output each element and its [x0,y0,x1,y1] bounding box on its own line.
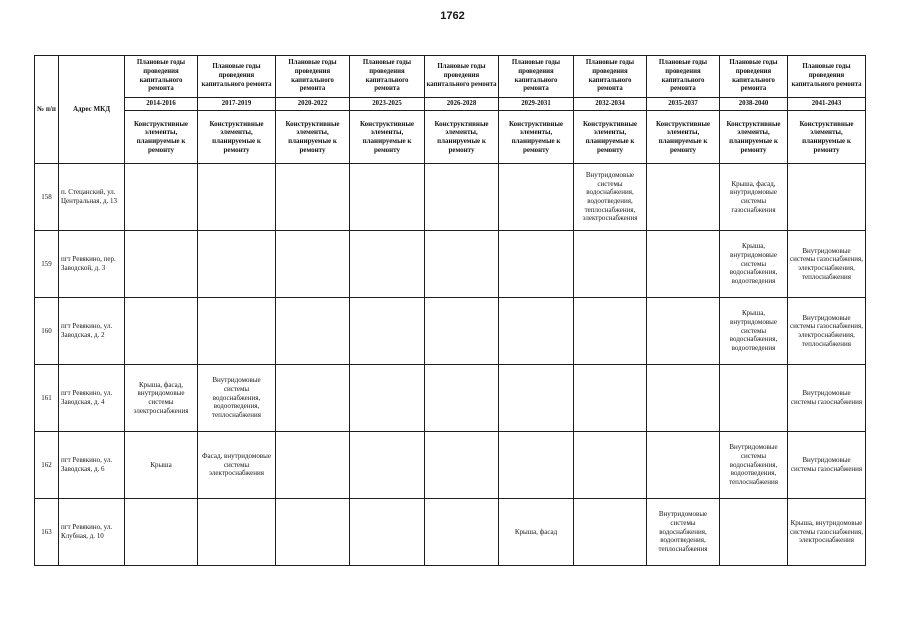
works-2023-2025 [350,231,425,298]
works-2023-2025 [350,298,425,365]
works-2020-2022 [276,499,350,566]
table-row [35,432,866,499]
row-number: 159 [35,231,59,298]
works-2026-2028 [425,432,499,499]
number-column-header: № п/п [35,56,59,164]
row-number: 161 [35,365,59,432]
works-2026-2028 [425,164,499,231]
address-column-header: Адрес МКД [59,56,125,164]
works-2014-2016: Крыша [125,432,198,499]
works-2026-2028 [425,298,499,365]
works-2026-2028 [425,365,499,432]
works-2014-2016 [125,499,198,566]
works-2014-2016 [125,231,198,298]
plan-header-2038-2040: Плановые годы проведения капитального ремонта [720,56,788,98]
works-2023-2025 [350,432,425,499]
works-2041-2043: Внутридомовые системы газоснабжения, электроснабжения, теплоснабжения [788,231,866,298]
header-row-elements [35,111,866,164]
period-2017-2019: 2017-2019 [198,98,276,111]
table-row [35,231,866,298]
period-2032-2034: 2032-2034 [574,98,647,111]
works-2038-2040: Внутридомовые системы водоснабжения, водоотведения, теплоснабжения [720,432,788,499]
address-cell: пгт Ревякино, ул. Заводская, д. 4 [59,365,125,432]
works-2032-2034 [574,365,647,432]
period-2041-2043: 2041-2043 [788,98,866,111]
period-2023-2025: 2023-2025 [350,98,425,111]
row-number: 158 [35,164,59,231]
plan-header-2014-2016: Плановые годы проведения капитального ремонта [125,56,198,98]
works-2035-2037 [647,164,720,231]
works-2041-2043: Внутридомовые системы газоснабжения [788,432,866,499]
header-row-plan [35,56,866,98]
plan-header-2041-2043: Плановые годы проведения капитального ремонта [788,56,866,98]
header-row-period [35,98,866,111]
page-number: 1762 [440,10,465,22]
works-2026-2028 [425,499,499,566]
works-2035-2037 [647,298,720,365]
period-2029-2031: 2029-2031 [499,98,574,111]
works-2035-2037 [647,365,720,432]
row-number: 162 [35,432,59,499]
works-2038-2040: Крыша, фасад, внутридомовые системы газоснабжения [720,164,788,231]
plan-header-2029-2031: Плановые годы проведения капитального ремонта [499,56,574,98]
works-2041-2043: Внутридомовые системы газоснабжения [788,365,866,432]
plan-header-2017-2019: Плановые годы проведения капитального ремонта [198,56,276,98]
period-2020-2022: 2020-2022 [276,98,350,111]
period-2038-2040: 2038-2040 [720,98,788,111]
plan-header-2026-2028: Плановые годы проведения капитального ремонта [425,56,499,98]
works-2038-2040: Крыша, внутридомовые системы водоснабжения, водоотведения [720,298,788,365]
works-2035-2037 [647,432,720,499]
works-2020-2022 [276,231,350,298]
works-2038-2040 [720,499,788,566]
works-2029-2031 [499,231,574,298]
elements-header-2029-2031: Конструктивные элементы, планируемые к ремонту [499,111,574,164]
address-cell: пгт Ревякино, ул. Клубная, д. 10 [59,499,125,566]
elements-header-2035-2037: Конструктивные элементы, планируемые к ремонту [647,111,720,164]
works-2041-2043 [788,164,866,231]
works-2029-2031 [499,298,574,365]
works-2035-2037: Внутридомовые системы водоснабжения, водоотведения, теплоснабжения [647,499,720,566]
works-2017-2019 [198,231,276,298]
works-2023-2025 [350,365,425,432]
elements-header-2026-2028: Конструктивные элементы, планируемые к ремонту [425,111,499,164]
works-2032-2034 [574,499,647,566]
works-2032-2034 [574,298,647,365]
works-2032-2034 [574,231,647,298]
works-2020-2022 [276,298,350,365]
period-2014-2016: 2014-2016 [125,98,198,111]
elements-header-2014-2016: Конструктивные элементы, планируемые к ремонту [125,111,198,164]
works-2026-2028 [425,231,499,298]
table-row [35,164,866,231]
elements-header-2017-2019: Конструктивные элементы, планируемые к ремонту [198,111,276,164]
row-number: 163 [35,499,59,566]
works-2014-2016: Крыша, фасад, внутридомовые системы электроснабжения [125,365,198,432]
table-row [35,298,866,365]
plan-header-2023-2025: Плановые годы проведения капитального ремонта [350,56,425,98]
table-row [35,499,866,566]
plan-header-2035-2037: Плановые годы проведения капитального ремонта [647,56,720,98]
works-2029-2031 [499,432,574,499]
works-2032-2034: Внутридомовые системы водоснабжения, водоотведения, теплоснабжения, электроснабжения [574,164,647,231]
period-2026-2028: 2026-2028 [425,98,499,111]
elements-header-2041-2043: Конструктивные элементы, планируемые к ремонту [788,111,866,164]
works-2038-2040: Крыша, внутридомовые системы водоснабжения, водоотведения [720,231,788,298]
plan-header-2020-2022: Плановые годы проведения капитального ремонта [276,56,350,98]
elements-header-2023-2025: Конструктивные элементы, планируемые к ремонту [350,111,425,164]
row-number: 160 [35,298,59,365]
works-2035-2037 [647,231,720,298]
address-cell: пгт Ревякино, ул. Заводская, д. 6 [59,432,125,499]
works-2023-2025 [350,164,425,231]
period-2035-2037: 2035-2037 [647,98,720,111]
elements-header-2032-2034: Конструктивные элементы, планируемые к ремонту [574,111,647,164]
works-2017-2019: Фасад, внутридомовые системы электроснабжения [198,432,276,499]
works-2020-2022 [276,432,350,499]
capital-repair-table [34,55,866,566]
address-cell: п. Стецанский, ул. Центральная, д. 13 [59,164,125,231]
works-2017-2019: Внутридомовые системы водоснабжения, водоотведения, теплоснабжения [198,365,276,432]
works-2041-2043: Крыша, внутридомовые системы газоснабжения, электроснабжения [788,499,866,566]
works-2014-2016 [125,164,198,231]
works-2041-2043: Внутридомовые системы газоснабжения, электроснабжения, теплоснабжения [788,298,866,365]
elements-header-2038-2040: Конструктивные элементы, планируемые к ремонту [720,111,788,164]
works-2029-2031 [499,365,574,432]
address-cell: пгт Ревякино, ул. Заводская, д. 2 [59,298,125,365]
works-2020-2022 [276,164,350,231]
elements-header-2020-2022: Конструктивные элементы, планируемые к ремонту [276,111,350,164]
works-2017-2019 [198,499,276,566]
plan-header-2032-2034: Плановые годы проведения капитального ремонта [574,56,647,98]
works-2020-2022 [276,365,350,432]
works-2029-2031: Крыша, фасад [499,499,574,566]
works-2038-2040 [720,365,788,432]
works-2014-2016 [125,298,198,365]
works-2017-2019 [198,298,276,365]
works-2023-2025 [350,499,425,566]
address-cell: пгт Ревякино, пер. Заводской, д. 3 [59,231,125,298]
table-row [35,365,866,432]
works-2029-2031 [499,164,574,231]
works-2017-2019 [198,164,276,231]
works-2032-2034 [574,432,647,499]
